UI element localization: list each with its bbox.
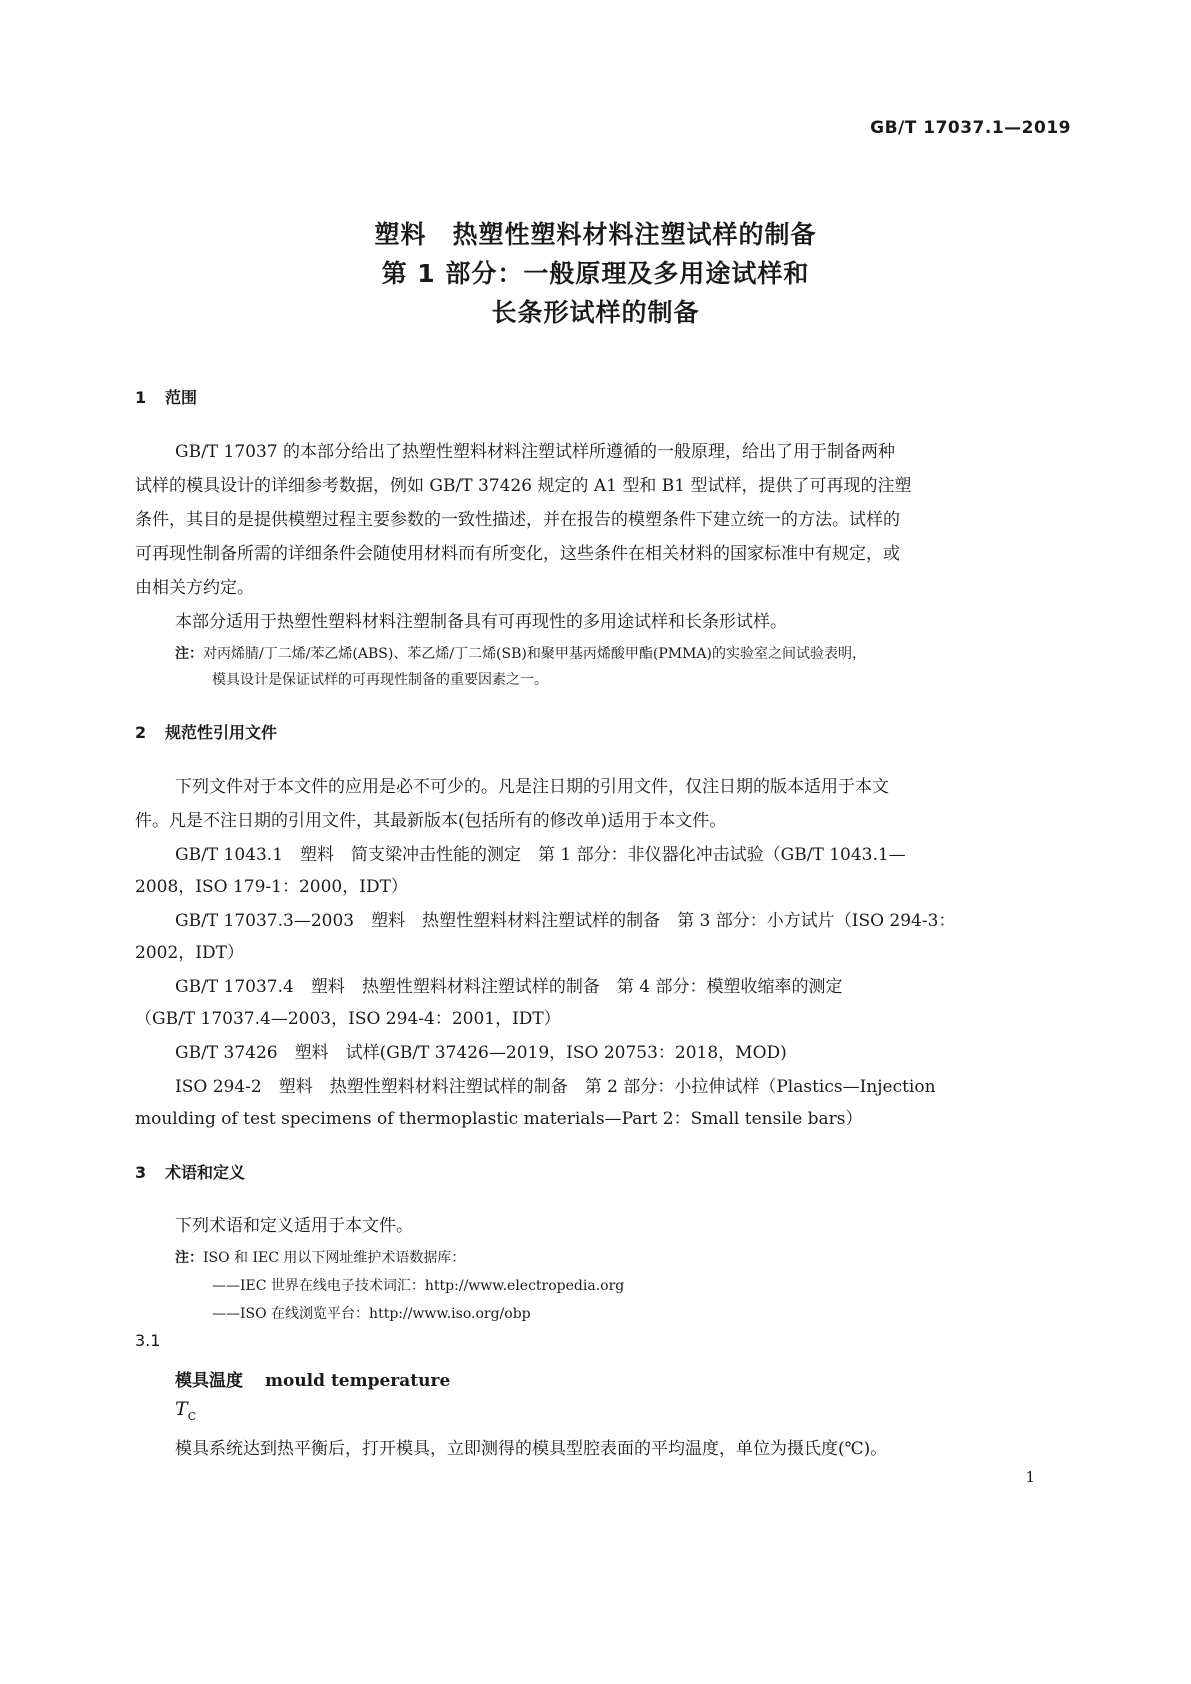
document-title-line3: 长条形试样的制备 — [491, 298, 700, 327]
scope-paragraph-line: GB/T 17037 的本部分给出了热塑性塑料材料注塑试样所遵循的一般原理，给出了用于制备两种 — [175, 442, 896, 462]
reference-entry-cont: 2002，IDT） — [135, 943, 244, 963]
section-number: 3 — [135, 1163, 147, 1182]
section-title: 术语和定义 — [165, 1163, 246, 1182]
reference-entry-cont: 2008，ISO 179-1：2000，IDT） — [135, 877, 408, 897]
scope-paragraph-line: 可再现性制备所需的详细条件会随使用材料而有所变化，这些条件在相关材料的国家标准中有规定，或 — [135, 544, 900, 564]
section-3-heading — [135, 1160, 245, 1183]
document-title-line2: 第 1 部分：一般原理及多用途试样和 — [381, 259, 810, 288]
reference-entry: GB/T 37426 塑料 试样(GB/T 37426—2019，ISO 20753：2018，MOD) — [175, 1043, 787, 1063]
terms-intro: 下列术语和定义适用于本文件。 — [175, 1216, 413, 1236]
terms-note-item: ——ISO 在线浏览平台：http://www.iso.org/obp — [212, 1306, 531, 1322]
reference-entry: ISO 294-2 塑料 热塑性塑料材料注塑试样的制备 第 2 部分：小拉伸试样（Plastics—Injection — [175, 1077, 936, 1097]
scope-paragraph-line: 试样的模具设计的详细参考数据，例如 GB/T 37426 规定的 A1 型和 B1 型试样，提供了可再现的注塑 — [135, 476, 912, 496]
document-title-line1: 塑料 热塑性塑料材料注塑试样的制备 — [374, 220, 817, 249]
symbol-subscript: C — [187, 1409, 197, 1423]
section-title: 规范性引用文件 — [165, 723, 278, 742]
section-number: 1 — [135, 388, 147, 407]
section-number: 2 — [135, 723, 147, 742]
note-text: 对丙烯腈/丁二烯/苯乙烯(ABS)、苯乙烯/丁二烯(SB)和聚甲基丙烯酸甲酯(PMMA)的实验室之间试验表明， — [203, 646, 866, 662]
symbol-letter: T — [175, 1398, 188, 1420]
reference-entry: GB/T 17037.4 塑料 热塑性塑料材料注塑试样的制备 第 4 部分：模塑收缩率的测定 — [175, 977, 843, 997]
scope-paragraph-2: 本部分适用于热塑性塑料材料注塑制备具有可再现性的多用途试样和长条形试样。 — [175, 612, 787, 632]
note-label: 注： — [175, 646, 203, 662]
reference-entry: GB/T 17037.3—2003 塑料 热塑性塑料材料注塑试样的制备 第 3 部分：小方试片（ISO 294-3： — [175, 911, 956, 931]
term-symbol — [175, 1398, 196, 1423]
term-chinese: 模具温度 — [175, 1371, 243, 1391]
reference-entry-cont: （GB/T 17037.4—2003，ISO 294-4：2001，IDT） — [135, 1009, 561, 1029]
scope-paragraph-line: 由相关方约定。 — [135, 578, 254, 598]
note-label: 注： — [175, 1250, 203, 1266]
terms-note-item: ——IEC 世界在线电子技术词汇：http://www.electropedia.org — [212, 1278, 625, 1294]
scope-paragraph-line: 条件，其目的是提供模塑过程主要参数的一致性描述，并在报告的模塑条件下建立统一的方法。试样的 — [135, 510, 900, 530]
term-number: 3.1 — [135, 1331, 161, 1350]
section-2-heading — [135, 720, 277, 743]
references-intro-line: 件。凡是不注日期的引用文件，其最新版本(包括所有的修改单)适用于本文件。 — [135, 811, 727, 831]
references-intro-line: 下列文件对于本文件的应用是必不可少的。凡是注日期的引用文件，仅注日期的版本适用于本文 — [175, 777, 889, 797]
section-title: 范围 — [165, 388, 198, 407]
term-definition: 模具系统达到热平衡后，打开模具，立即测得的模具型腔表面的平均温度，单位为摄氏度(℃)。 — [175, 1439, 888, 1459]
section-1-heading — [135, 385, 197, 408]
reference-entry-cont: moulding of test specimens of thermoplastic materials—Part 2：Small tensile bars） — [135, 1109, 863, 1129]
term-english: mould temperature — [265, 1371, 451, 1391]
scope-note — [175, 643, 866, 663]
term-heading — [175, 1366, 450, 1391]
standard-number: GB/T 17037.1—2019 — [870, 118, 1071, 138]
scope-note-line2: 模具设计是保证试样的可再现性制备的重要因素之一。 — [212, 672, 548, 688]
note-text: ISO 和 IEC 用以下网址维护术语数据库： — [203, 1250, 466, 1266]
terms-note — [175, 1247, 465, 1267]
page-number: 1 — [1025, 1468, 1035, 1486]
reference-entry: GB/T 1043.1 塑料 简支梁冲击性能的测定 第 1 部分：非仪器化冲击试验（GB/T 1043.1— — [175, 845, 906, 865]
